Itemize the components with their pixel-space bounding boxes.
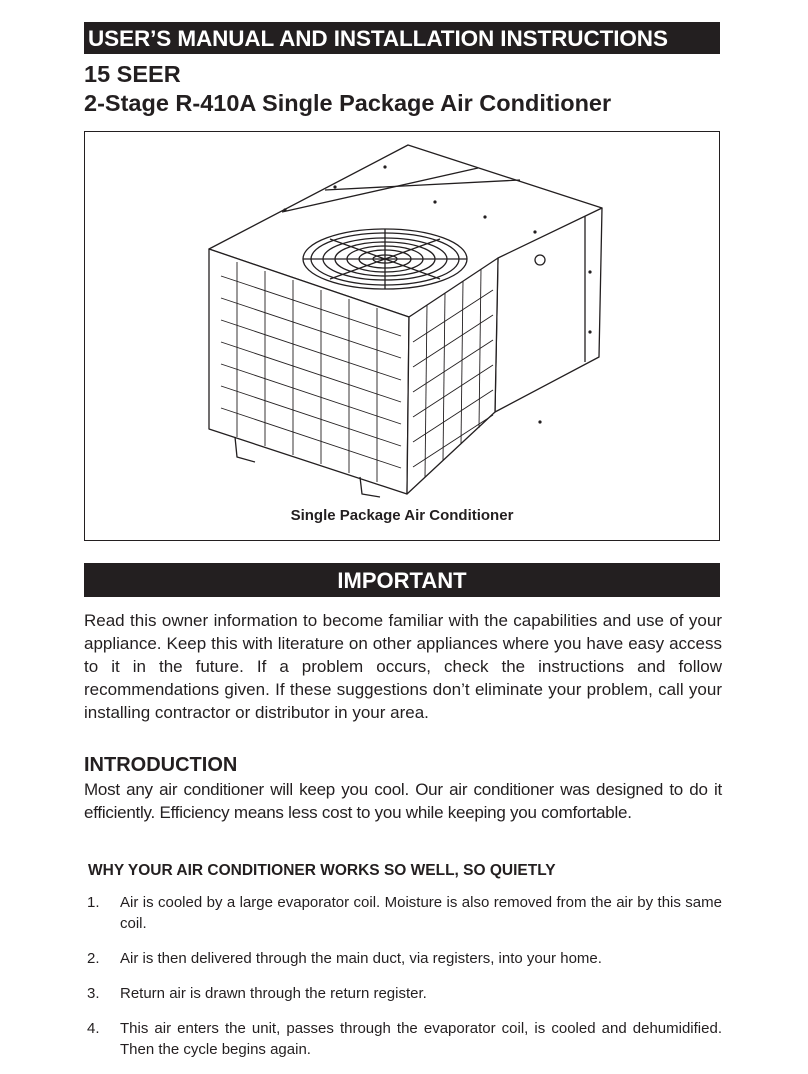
- step-text: Air is then delivered through the main duct, via registers, into your home.: [120, 950, 602, 967]
- list-item: [84, 892, 722, 934]
- list-item: [84, 983, 722, 1004]
- step-text: This air enters the unit, passes through the evaporator coil, is cooled and dehumidified. Then the cycle begins again.: [120, 1020, 722, 1058]
- figure-caption: Single Package Air Conditioner: [290, 507, 514, 524]
- seer-title: 15 SEER: [84, 61, 181, 87]
- introduction-paragraph: Most any air conditioner will keep you cool. Our air conditioner was designed to do it efficiently. Efficiency means less cost to you while keeping you comfortable.: [84, 780, 722, 822]
- important-paragraph: Read this owner information to become familiar with the capabilities and use of your appliance. Keep this with literature on other appliances where you have easy access to it in the future. If a problem occurs, check the instructions and follow recommendations given. If these suggestions don’t eliminate your problem, call your installing contractor or distributor in your area.: [84, 611, 722, 722]
- air-conditioner-illustration: [85, 132, 718, 502]
- step-text: Air is cooled by a large evaporator coil. Moisture is also removed from the air by this same coil.: [120, 894, 722, 932]
- why-heading: WHY YOUR AIR CONDITIONER WORKS SO WELL, SO QUIETLY: [88, 862, 556, 879]
- steps-list: [84, 892, 722, 1074]
- manual-banner: USER’S MANUAL AND INSTALLATION INSTRUCTIONS: [84, 22, 720, 54]
- list-item: [84, 948, 722, 969]
- important-banner: IMPORTANT: [84, 563, 720, 597]
- fan-guard-icon: [303, 229, 467, 289]
- list-item: [84, 1018, 722, 1060]
- figure-frame: [84, 131, 720, 541]
- step-number: 1.: [87, 894, 100, 911]
- step-text: Return air is drawn through the return register.: [120, 985, 427, 1002]
- step-number: 3.: [87, 985, 100, 1002]
- product-title: 2-Stage R-410A Single Package Air Conditioner: [84, 90, 612, 116]
- step-number: 4.: [87, 1020, 100, 1037]
- step-number: 2.: [87, 950, 100, 967]
- introduction-heading: INTRODUCTION: [84, 754, 238, 776]
